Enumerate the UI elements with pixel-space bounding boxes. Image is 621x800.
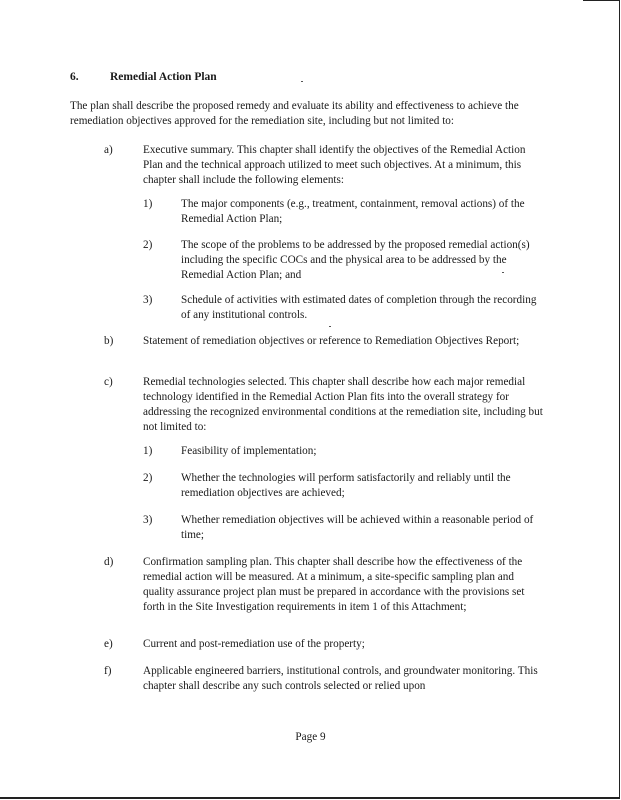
item-c1-marker: 1) [143, 445, 153, 457]
item-f-text: Applicable engineered barriers, institutional controls, and groundwater monitoring. This chapter shall describe any such controls selected or relied upon [143, 665, 538, 692]
item-e-text: Current and post-remediation use of the property; [143, 638, 365, 650]
scan-speck [502, 272, 504, 273]
item-e-marker: e) [104, 638, 113, 650]
item-a-text: Executive summary. This chapter shall identify the objectives of the Remedial Action Plan and the technical approach utilized to meet such objectives. At a minimum, this chapter shall include the following elements: [143, 144, 526, 186]
item-c2-text: Whether the technologies will perform satisfactorily and reliably until the remediation objectives are achieved; [181, 472, 511, 499]
item-c-text: Remedial technologies selected. This chapter shall describe how each major remedial technology identified in the Remedial Action Plan fits into the overall strategy for addressing the recognized environmental conditions at the remediation site, including but not limited to: [143, 376, 543, 433]
item-f-marker: f) [104, 665, 112, 677]
section-title: Remedial Action Plan [110, 71, 217, 83]
item-a3-text: Schedule of activities with estimated dates of completion through the recording of any institutional controls. [181, 294, 537, 321]
section-heading [70, 71, 217, 83]
page-number: Page 9 [295, 731, 326, 743]
item-a2-text: The scope of the problems to be addressed by the proposed remedial action(s) including the specific COCs and the physical area to be addressed by the Remedial Action Plan; and [181, 239, 530, 281]
scan-speck [301, 81, 303, 82]
section-number: 6. [70, 71, 79, 83]
item-d-text: Confirmation sampling plan. This chapter shall describe how the effectiveness of the remedial action will be measured. At a minimum, a site-specific sampling plan and quality assurance project plan must be prepared in accordance with the provisions set forth in the Site Investigation requirements in item 1 of this Attachment; [143, 556, 525, 613]
item-a3-marker: 3) [143, 294, 153, 306]
item-d-marker: d) [104, 556, 114, 568]
item-a1-marker: 1) [143, 198, 153, 210]
item-a2-marker: 2) [143, 239, 153, 251]
item-c3-marker: 3) [143, 514, 153, 526]
intro-paragraph: The plan shall describe the proposed remedy and evaluate its ability and effectiveness to achieve the remediation objectives approved for the remediation site, including but not limited to: [70, 100, 519, 127]
item-a1-text: The major components (e.g., treatment, containment, removal actions) of the Remedial Action Plan; [181, 198, 525, 225]
item-c3-text: Whether remediation objectives will be achieved within a reasonable period of time; [181, 514, 534, 541]
scan-speck [329, 326, 331, 327]
item-c1-text: Feasibility of implementation; [181, 445, 317, 457]
page-corner-edge [583, 0, 620, 1]
item-c2-marker: 2) [143, 472, 153, 484]
item-b-text: Statement of remediation objectives or reference to Remediation Objectives Report; [143, 335, 520, 347]
item-c-marker: c) [104, 376, 113, 388]
item-a-marker: a) [104, 144, 113, 156]
item-b-marker: b) [104, 335, 114, 347]
